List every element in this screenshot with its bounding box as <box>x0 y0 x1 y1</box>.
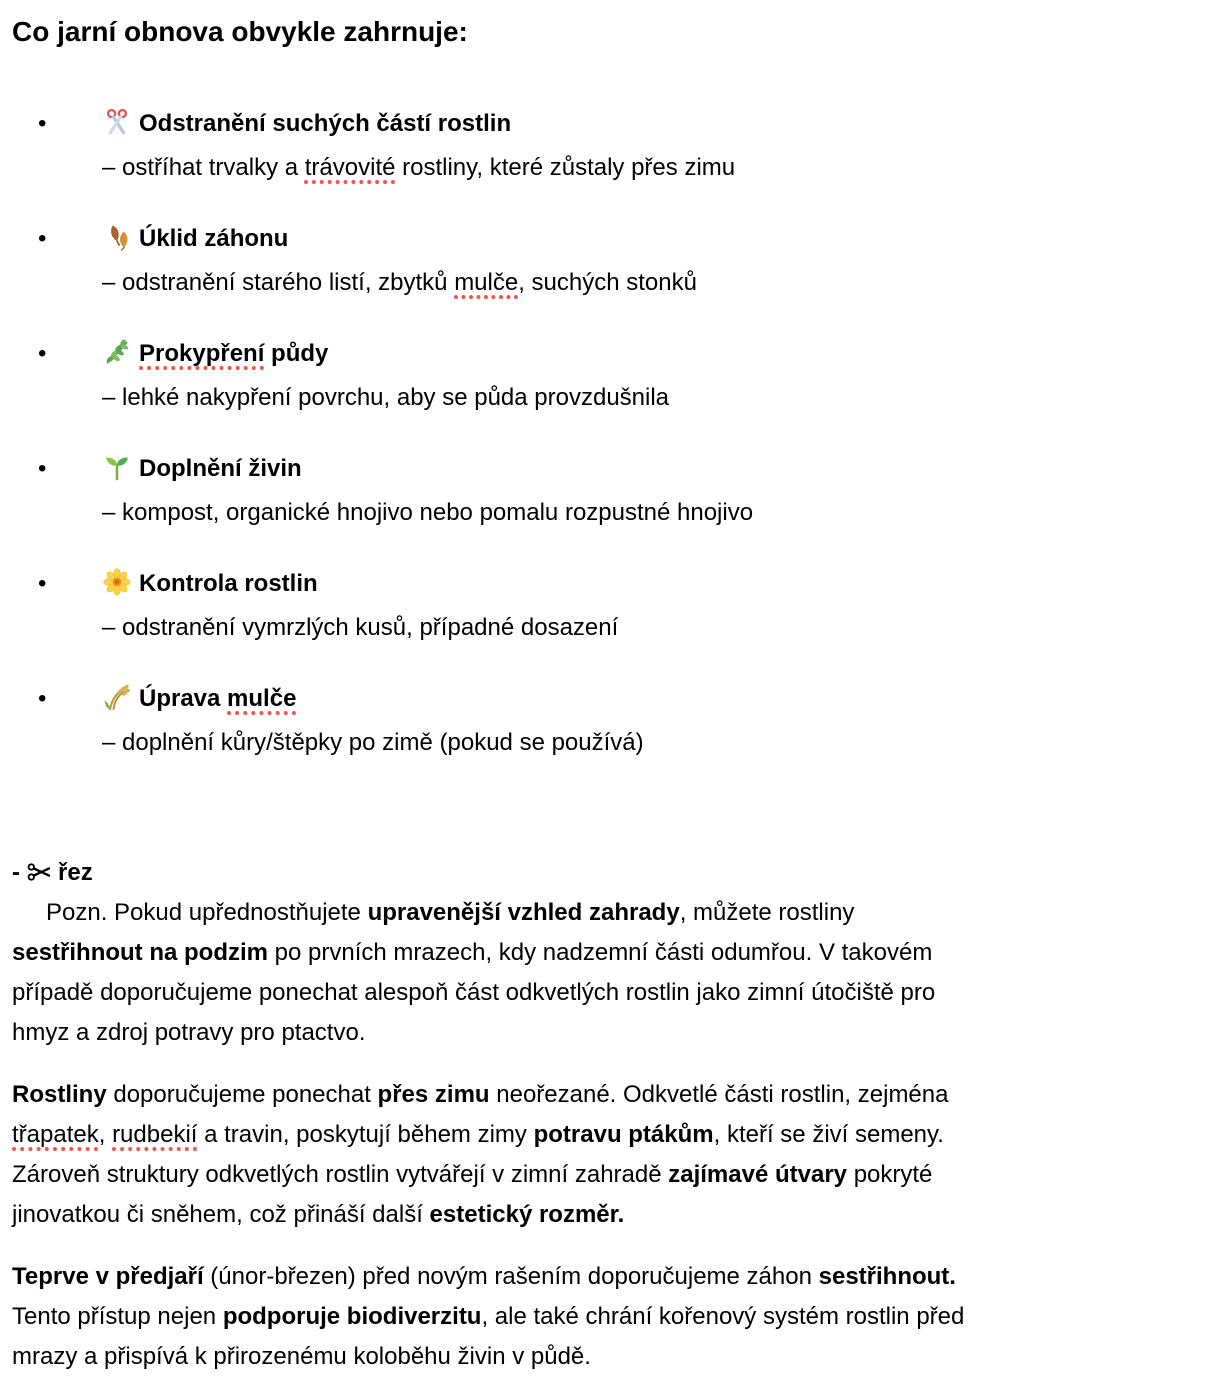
bullet-marker: • <box>38 685 47 712</box>
cut-label: řez <box>58 859 93 886</box>
bullet-heading-text: Odstranění suchých částí rostlin <box>139 110 512 137</box>
bullet-description: – ostříhat trvalky a trávovité rostliny, které zůstaly přes zimu <box>102 154 736 181</box>
bullet-heading <box>102 217 1206 261</box>
cut-note-section <box>12 853 1206 1377</box>
cut-section-heading <box>12 853 1206 893</box>
herb-icon <box>102 338 132 366</box>
bullet-heading <box>102 562 1206 606</box>
scissors-icon <box>102 108 132 136</box>
cut-prefix: - <box>12 859 20 886</box>
spring-tasks-list <box>12 102 1206 765</box>
black-scissors-icon <box>26 861 52 883</box>
bullet-marker: • <box>38 225 47 252</box>
list-item <box>12 102 1206 190</box>
page-title: Co jarní obnova obvykle zahrnuje: <box>12 16 468 47</box>
bullet-heading-text: Doplnění živin <box>139 455 302 482</box>
bullet-marker: • <box>38 570 47 597</box>
note-paragraph: Pozn. Pokud upřednostňujete upravenější vzhled zahrady, můžete rostliny sestřihnout na podzim po prvních mrazech, kdy nadzemní části odumřou. V takovém případě doporučujeme ponechat alespoň část odkvetlých rostlin jako zimní útočiště pro hmyz a zdroj potravy pro ptactvo. <box>12 899 936 1046</box>
bullet-heading <box>102 677 1206 721</box>
bullet-heading-text: Kontrola rostlin <box>139 570 318 597</box>
list-item <box>12 332 1206 420</box>
list-item <box>12 677 1206 765</box>
blossom-icon <box>102 568 132 596</box>
list-item <box>12 447 1206 535</box>
bullet-heading-text: Prokypření půdy <box>139 340 329 367</box>
bullet-marker: • <box>38 340 47 367</box>
bullet-description: – odstranění starého listí, zbytků mulče, suchých stonků <box>102 269 697 296</box>
bullet-description: – lehké nakypření povrchu, aby se půda provzdušnila <box>102 384 670 411</box>
bullet-description: – doplnění kůry/štěpky po zimě (pokud se používá) <box>102 729 644 756</box>
early-spring-paragraph: Teprve v předjaří (únor-březen) před novým rašením doporučujeme záhon sestřihnout. Tento přístup nejen podporuje biodiverzitu, ale také chrání kořenový systém rostlin před mrazy a přispívá k přirozenému koloběhu živin v půdě. <box>12 1263 965 1370</box>
fallen-leaf-icon <box>102 223 132 251</box>
bullet-heading <box>102 102 1206 146</box>
sheaf-of-rice-icon <box>102 683 132 711</box>
bullet-description: – odstranění vymrzlých kusů, případné dosazení <box>102 614 619 641</box>
seedling-icon <box>102 453 132 481</box>
list-item <box>12 562 1206 650</box>
bullet-heading-text: Úprava mulče <box>139 685 297 712</box>
bullet-heading <box>102 332 1206 376</box>
bullet-heading <box>102 447 1206 491</box>
winter-paragraph: Rostliny doporučujeme ponechat přes zimu neořezané. Odkvetlé části rostlin, zejména třapatek, rudbekií a travin, poskytují během zimy potravu ptákům, kteří se živí semeny. Zároveň struktury odkvetlých rostlin vytvářejí v zimní zahradě zajímavé útvary pokryté jinovatkou či sněhem, což přináší další estetický rozměr. <box>12 1081 949 1228</box>
list-item <box>12 217 1206 305</box>
bullet-description: – kompost, organické hnojivo nebo pomalu rozpustné hnojivo <box>102 499 754 526</box>
bullet-marker: • <box>38 455 47 482</box>
bullet-marker: • <box>38 110 47 137</box>
bullet-heading-text: Úklid záhonu <box>139 225 289 252</box>
